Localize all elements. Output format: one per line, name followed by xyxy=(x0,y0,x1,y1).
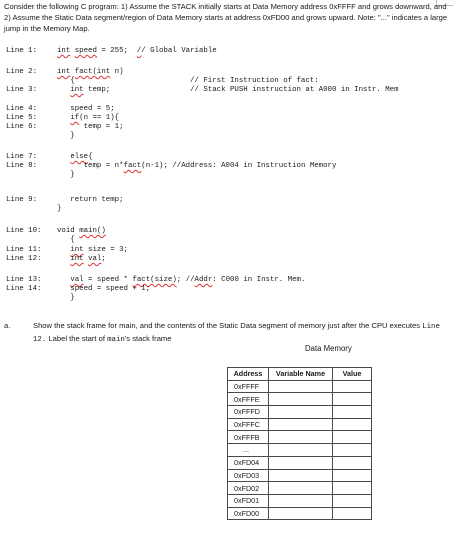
value-cell[interactable] xyxy=(333,507,372,520)
line-number: Line 3: xyxy=(6,86,38,94)
value-cell[interactable] xyxy=(333,418,372,431)
code-listing xyxy=(6,47,399,302)
value-cell[interactable] xyxy=(333,456,372,469)
table-row: 0xFFFB xyxy=(228,431,372,444)
table-row: 0xFFFF xyxy=(228,380,372,393)
line-text: speed = 5; xyxy=(57,105,115,113)
value-cell[interactable] xyxy=(333,431,372,444)
variable-cell[interactable] xyxy=(269,456,333,469)
line-text: int size = 3; xyxy=(70,246,128,254)
line-number: Line 12: xyxy=(6,255,42,263)
table-row: 0xFD02 xyxy=(228,482,372,495)
variable-cell[interactable] xyxy=(269,482,333,495)
value-cell[interactable] xyxy=(333,469,372,482)
variable-cell[interactable] xyxy=(269,418,333,431)
line-text: int temp; // Stack PUSH instruction at A000 in Instr. Mem xyxy=(70,86,399,94)
table-row: 0xFD04 xyxy=(228,456,372,469)
line-text: temp = 1; xyxy=(57,123,124,131)
address-header: Address xyxy=(228,368,269,381)
table-row: 0xFFFD xyxy=(228,406,372,419)
line-text: } xyxy=(57,132,75,140)
table-row: 0xFFFC xyxy=(228,418,372,431)
data-memory-table xyxy=(227,367,372,520)
table-row: 0xFFFE xyxy=(228,393,372,406)
line-number: Line 4: xyxy=(6,105,38,113)
line-text: val = speed * fact(size); //Addr: C000 in Instr. Mem. xyxy=(70,276,306,284)
table-row: 0xFD00 xyxy=(228,507,372,520)
line-text: else{ xyxy=(70,153,93,161)
line-number: Line 1: xyxy=(6,47,38,55)
question-label: a. xyxy=(4,321,11,330)
line-number: Line 10: xyxy=(6,227,42,235)
intro-paragraph: Consider the following C program: 1) Assume the STACK initially starts at Data Memory address 0xFFFF and grows downward, and 2) Assume the Static Data segment/region of Data Memory starts at address 0xFD00 and grows upward. Note: "..." indicates a large jump in the Memory Map. xyxy=(4,2,448,33)
line-number: Line 6: xyxy=(6,123,38,131)
line-text: return temp; xyxy=(57,196,124,204)
line-text: } xyxy=(57,171,75,179)
line-text: int fact(int n) xyxy=(57,68,124,76)
line-number: Line 13: xyxy=(6,276,42,284)
line-number: Line 5: xyxy=(6,114,38,122)
line-text: void main() xyxy=(57,227,106,235)
line-text: } xyxy=(57,205,62,213)
line-text: int val; xyxy=(70,255,106,263)
line-text: } xyxy=(57,294,75,302)
variable-cell[interactable] xyxy=(269,507,333,520)
data-memory-title: Data Memory xyxy=(305,344,352,353)
line-text: { // First Instruction of fact: xyxy=(57,77,319,85)
line-number: Line 14: xyxy=(6,285,42,293)
line-text: int speed = 255; // Global Variable xyxy=(57,47,217,55)
variable-name-header: Variable Name xyxy=(269,368,333,381)
line-number: Line 9: xyxy=(6,196,38,204)
line-number: Line 11: xyxy=(6,246,42,254)
variable-cell[interactable] xyxy=(269,494,333,507)
value-cell[interactable] xyxy=(333,482,372,495)
line-text: temp = n*fact(n-1); //Address: A004 in Instruction Memory xyxy=(57,162,337,170)
value-header: Value xyxy=(333,368,372,381)
variable-cell[interactable] xyxy=(269,393,333,406)
line-text: { xyxy=(57,236,75,244)
table-row: 0xFD01 xyxy=(228,494,372,507)
value-cell[interactable] xyxy=(333,380,372,393)
value-cell[interactable] xyxy=(333,406,372,419)
line-number: Line 8: xyxy=(6,162,38,170)
line-number: Line 2: xyxy=(6,68,38,76)
line-number: Line 7: xyxy=(6,153,38,161)
variable-cell[interactable] xyxy=(269,431,333,444)
line-text: if(n == 1){ xyxy=(70,114,120,122)
variable-cell[interactable] xyxy=(269,406,333,419)
variable-cell[interactable] xyxy=(269,380,333,393)
line-text: speed = speed + 1; xyxy=(57,285,151,293)
table-row: 0xFD03 xyxy=(228,469,372,482)
value-cell[interactable] xyxy=(333,393,372,406)
table-header-row xyxy=(228,368,372,381)
variable-cell[interactable] xyxy=(269,469,333,482)
value-cell[interactable] xyxy=(333,494,372,507)
table-gap-row: ... xyxy=(228,444,372,457)
question-text: Show the stack frame for main, and the contents of the Static Data segment of memory just after the CPU executes Line 12. Label the start of main's stack frame xyxy=(33,321,440,344)
